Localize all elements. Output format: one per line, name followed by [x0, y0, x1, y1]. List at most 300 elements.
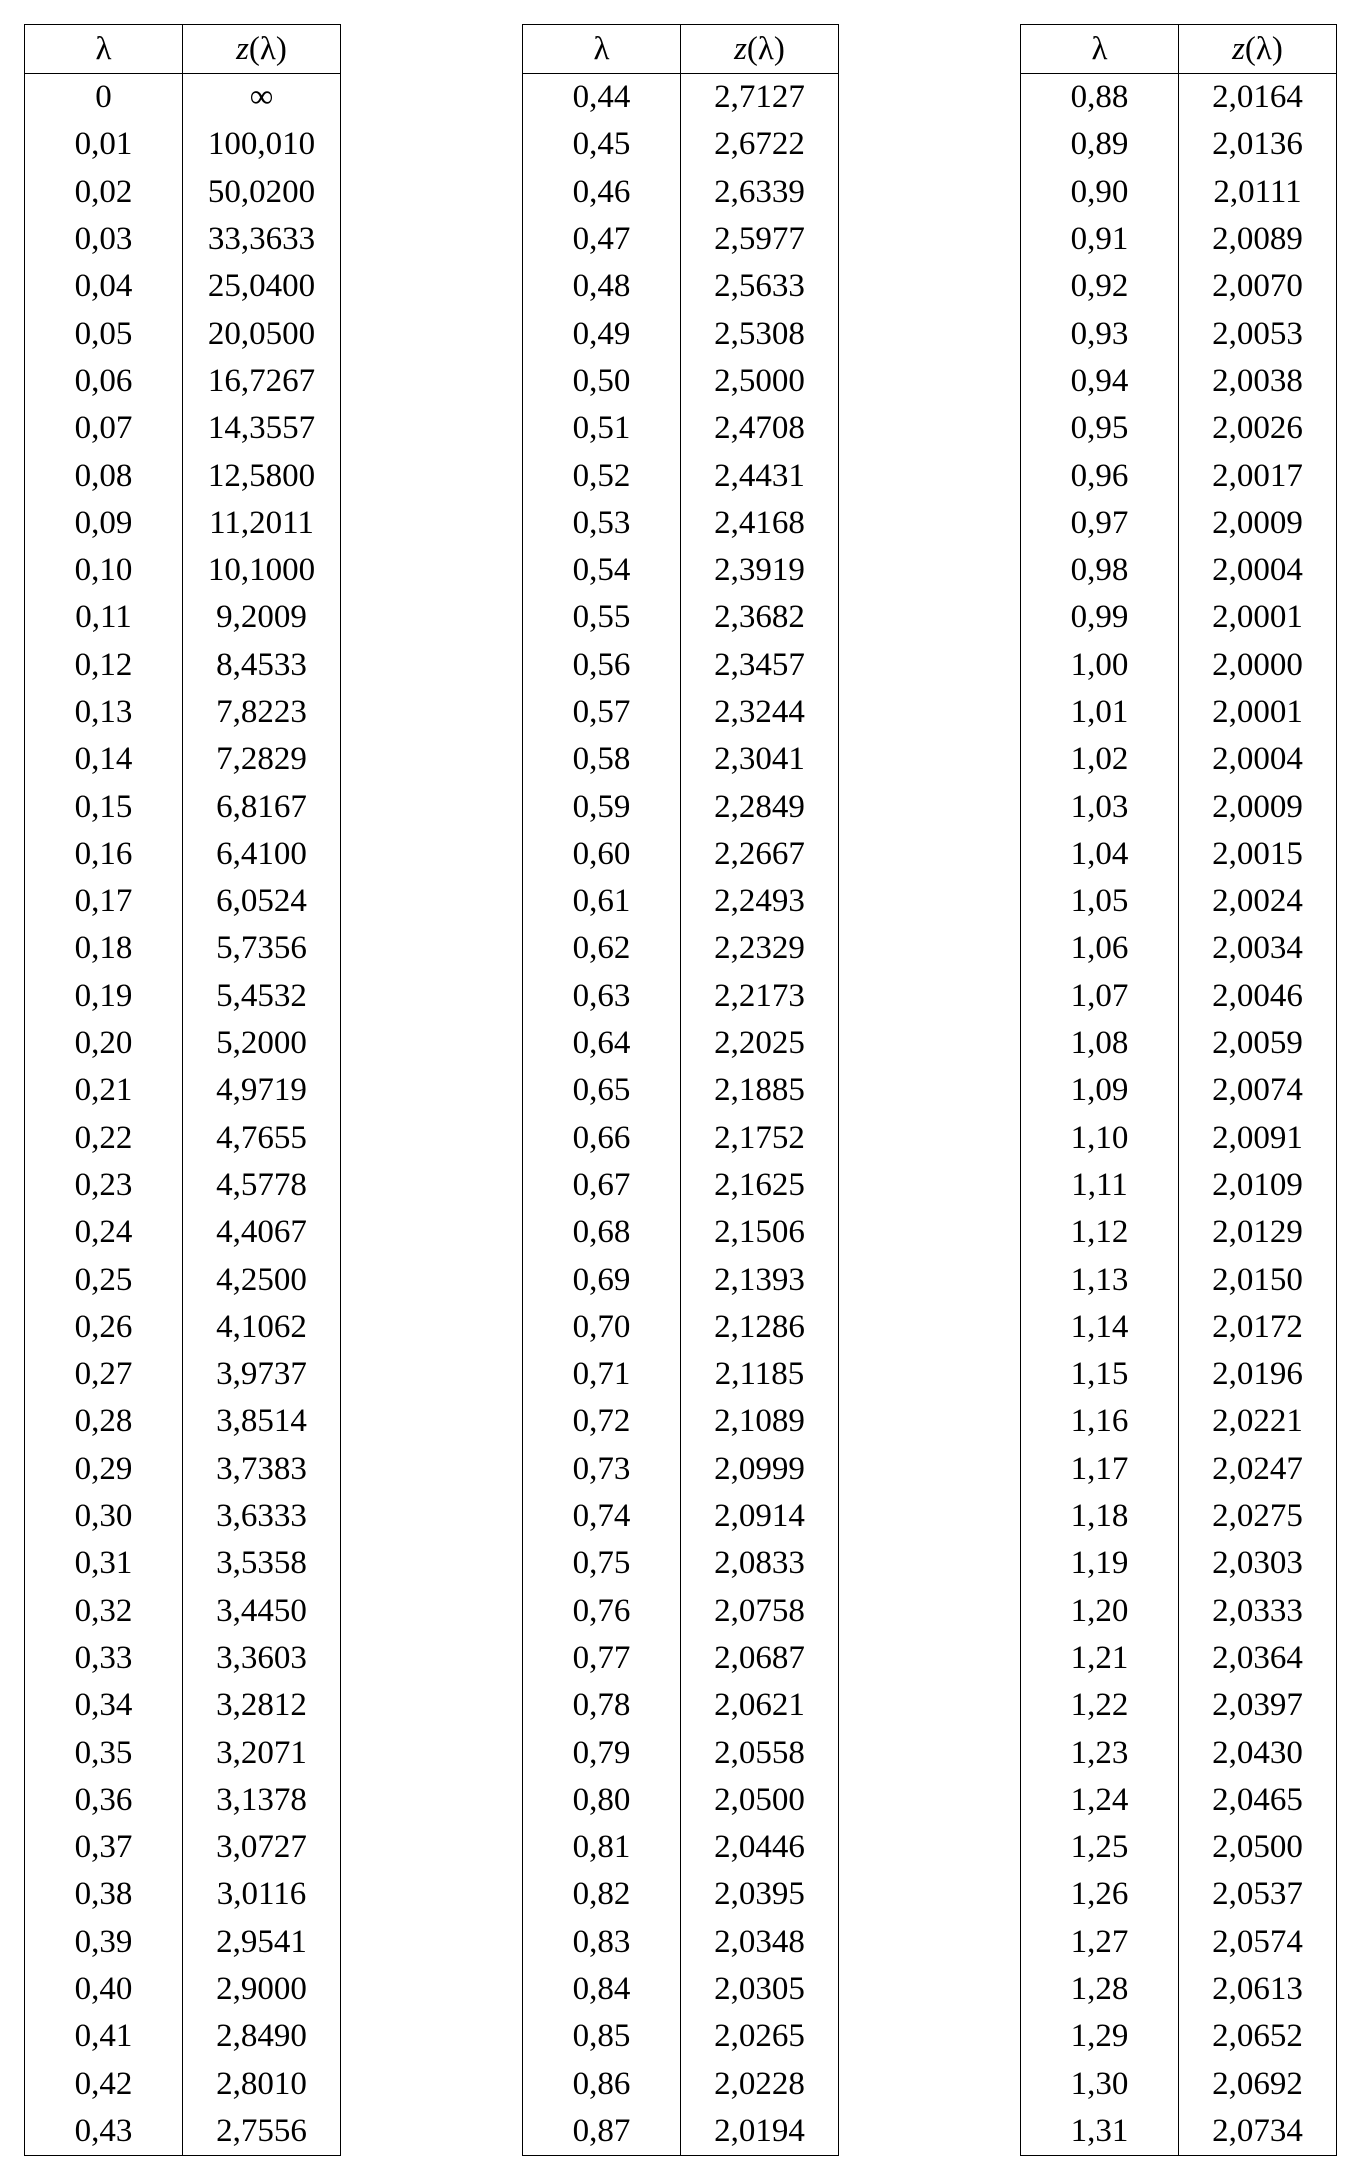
z-value-cell: 3,0116: [183, 1871, 341, 1918]
z-value-cell: 2,0129: [1179, 1209, 1337, 1256]
lambda-cell: 0,44: [523, 74, 681, 122]
table-row: [25, 1493, 341, 1540]
lambda-cell: 1,28: [1021, 1966, 1179, 2013]
lambda-cell: 1,03: [1021, 783, 1179, 830]
table-row: [523, 783, 839, 830]
table-row: [523, 878, 839, 925]
z-value-cell: 2,1625: [681, 1162, 839, 1209]
z-value-cell: 16,7267: [183, 358, 341, 405]
z-value-cell: 2,0734: [1179, 2108, 1337, 2156]
table-row: [523, 1304, 839, 1351]
lambda-cell: 0,56: [523, 642, 681, 689]
lambda-cell: 0,65: [523, 1067, 681, 1114]
lambda-cell: 0,55: [523, 594, 681, 641]
z-value-cell: 2,2849: [681, 783, 839, 830]
table-row: [1021, 405, 1337, 452]
lambda-cell: 0,67: [523, 1162, 681, 1209]
lambda-cell: 0,43: [25, 2108, 183, 2156]
table-row: [25, 1919, 341, 1966]
z-value-cell: 3,4450: [183, 1588, 341, 1635]
z-value-cell: 2,0038: [1179, 358, 1337, 405]
lambda-cell: 1,01: [1021, 689, 1179, 736]
lambda-cell: 0,73: [523, 1446, 681, 1493]
table-row: [523, 1398, 839, 1445]
lambda-cell: 0,39: [25, 1919, 183, 1966]
lambda-cell: 1,30: [1021, 2060, 1179, 2107]
lambda-cell: 1,00: [1021, 642, 1179, 689]
table-row: [523, 74, 839, 122]
table-row: [1021, 452, 1337, 499]
z-value-cell: 11,2011: [183, 500, 341, 547]
table-row: [523, 1162, 839, 1209]
table-row: [523, 689, 839, 736]
table-row: [523, 736, 839, 783]
table-row: [25, 831, 341, 878]
table-row: [523, 1635, 839, 1682]
table-row: [1021, 1351, 1337, 1398]
z-value-cell: ∞: [183, 74, 341, 122]
z-value-cell: 2,6722: [681, 121, 839, 168]
z-value-cell: 2,4431: [681, 452, 839, 499]
lambda-cell: 0,01: [25, 121, 183, 168]
z-value-cell: 2,0613: [1179, 1966, 1337, 2013]
table-row: [1021, 1398, 1337, 1445]
z-value-cell: 5,7356: [183, 925, 341, 972]
z-value-cell: 9,2009: [183, 594, 341, 641]
lambda-cell: 0,02: [25, 169, 183, 216]
z-value-cell: 2,0221: [1179, 1398, 1337, 1445]
z-value-cell: 2,7127: [681, 74, 839, 122]
z-value-cell: 3,2812: [183, 1682, 341, 1729]
z-value-cell: 4,2500: [183, 1256, 341, 1303]
table-row: [25, 783, 341, 830]
lambda-cell: 0,99: [1021, 594, 1179, 641]
lambda-cell: 0,96: [1021, 452, 1179, 499]
lambda-cell: 0,14: [25, 736, 183, 783]
table-row: [25, 878, 341, 925]
table-row: [1021, 925, 1337, 972]
z-value-cell: 2,0089: [1179, 216, 1337, 263]
table-row: [25, 547, 341, 594]
z-value-cell: 3,5358: [183, 1540, 341, 1587]
lambda-cell: 0,04: [25, 263, 183, 310]
z-value-cell: 2,0001: [1179, 594, 1337, 641]
lambda-cell: 0,79: [523, 1729, 681, 1776]
lambda-cell: 0,38: [25, 1871, 183, 1918]
lambda-cell: 0,26: [25, 1304, 183, 1351]
table-row: [523, 1351, 839, 1398]
table-header-row: [1021, 25, 1337, 74]
lambda-cell: 0,57: [523, 689, 681, 736]
table-row: [523, 358, 839, 405]
lambda-cell: 1,14: [1021, 1304, 1179, 1351]
lambda-cell: 0,36: [25, 1777, 183, 1824]
table-row: [523, 925, 839, 972]
table-row: [1021, 1256, 1337, 1303]
lambda-cell: 1,16: [1021, 1398, 1179, 1445]
lambda-cell: 0,84: [523, 1966, 681, 2013]
table-row: [1021, 642, 1337, 689]
lambda-cell: 1,20: [1021, 1588, 1179, 1635]
table-row: [1021, 878, 1337, 925]
table-row: [523, 1729, 839, 1776]
lambda-cell: 1,15: [1021, 1351, 1179, 1398]
table-row: [523, 1115, 839, 1162]
table-row: [523, 973, 839, 1020]
table-row: [523, 500, 839, 547]
table-row: [25, 1304, 341, 1351]
z-symbol: z: [1232, 30, 1245, 67]
z-value-cell: 4,1062: [183, 1304, 341, 1351]
table-row: [523, 1067, 839, 1114]
lambda-cell: 0,18: [25, 925, 183, 972]
lambda-cell: 0,90: [1021, 169, 1179, 216]
table-row: [523, 1871, 839, 1918]
z-value-cell: 100,010: [183, 121, 341, 168]
z-value-cell: 2,0275: [1179, 1493, 1337, 1540]
table-row: [1021, 1588, 1337, 1635]
lambda-cell: 1,18: [1021, 1493, 1179, 1540]
z-value-cell: 2,0558: [681, 1729, 839, 1776]
lambda-cell: 0,69: [523, 1256, 681, 1303]
lambda-cell: 1,17: [1021, 1446, 1179, 1493]
lambda-cell: 0,23: [25, 1162, 183, 1209]
z-value-cell: 2,6339: [681, 169, 839, 216]
lambda-cell: 0,91: [1021, 216, 1179, 263]
lambda-cell: 0,71: [523, 1351, 681, 1398]
z-argument: (λ): [248, 30, 287, 67]
lambda-cell: 1,09: [1021, 1067, 1179, 1114]
z-lambda-table-1: [24, 24, 341, 2156]
lambda-cell: 1,13: [1021, 1256, 1179, 1303]
table-row: [1021, 1729, 1337, 1776]
lambda-cell: 0,75: [523, 1540, 681, 1587]
lambda-cell: 0,46: [523, 169, 681, 216]
table-row: [25, 1256, 341, 1303]
z-value-cell: 2,7556: [183, 2108, 341, 2156]
lambda-cell: 0,19: [25, 973, 183, 1020]
lambda-cell: 0,64: [523, 1020, 681, 1067]
lambda-cell: 0,45: [523, 121, 681, 168]
lambda-cell: 0,17: [25, 878, 183, 925]
lambda-cell: 0,80: [523, 1777, 681, 1824]
table-row: [25, 405, 341, 452]
z-value-cell: 4,4067: [183, 1209, 341, 1256]
z-value-cell: 2,0009: [1179, 783, 1337, 830]
lambda-cell: 0,52: [523, 452, 681, 499]
z-value-cell: 33,3633: [183, 216, 341, 263]
lambda-cell: 0: [25, 74, 183, 122]
lambda-cell: 0,16: [25, 831, 183, 878]
z-symbol: z: [236, 30, 249, 67]
table-row: [1021, 2060, 1337, 2107]
z-value-cell: 2,0652: [1179, 2013, 1337, 2060]
z-value-cell: 2,0059: [1179, 1020, 1337, 1067]
z-value-cell: 2,8490: [183, 2013, 341, 2060]
z-value-cell: 2,9000: [183, 1966, 341, 2013]
z-value-cell: 2,0111: [1179, 169, 1337, 216]
lambda-cell: 1,22: [1021, 1682, 1179, 1729]
table-row: [523, 121, 839, 168]
lambda-cell: 0,25: [25, 1256, 183, 1303]
lambda-cell: 0,82: [523, 1871, 681, 1918]
z-value-cell: 2,0109: [1179, 1162, 1337, 1209]
z-column-header: [1179, 25, 1337, 74]
table-row: [25, 736, 341, 783]
table-row: [1021, 1824, 1337, 1871]
lambda-cell: 1,07: [1021, 973, 1179, 1020]
z-value-cell: 2,0196: [1179, 1351, 1337, 1398]
z-value-cell: 7,2829: [183, 736, 341, 783]
table-row: [523, 1256, 839, 1303]
table-row: [25, 1777, 341, 1824]
table-row: [1021, 973, 1337, 1020]
lambda-cell: 0,22: [25, 1115, 183, 1162]
z-value-cell: 2,0692: [1179, 2060, 1337, 2107]
z-value-cell: 2,1089: [681, 1398, 839, 1445]
table-row: [1021, 1067, 1337, 1114]
table-row: [1021, 2013, 1337, 2060]
z-value-cell: 2,0053: [1179, 310, 1337, 357]
z-value-cell: 2,2329: [681, 925, 839, 972]
lambda-cell: 0,24: [25, 1209, 183, 1256]
table-row: [25, 263, 341, 310]
lambda-cell: 0,61: [523, 878, 681, 925]
lambda-cell: 0,49: [523, 310, 681, 357]
z-value-cell: 2,0091: [1179, 1115, 1337, 1162]
lambda-cell: 0,28: [25, 1398, 183, 1445]
z-value-cell: 2,5308: [681, 310, 839, 357]
table-row: [25, 973, 341, 1020]
table-row: [1021, 1115, 1337, 1162]
z-value-cell: 2,3682: [681, 594, 839, 641]
z-value-cell: 2,0034: [1179, 925, 1337, 972]
table-row: [25, 216, 341, 263]
lambda-cell: 0,12: [25, 642, 183, 689]
table-row: [1021, 1635, 1337, 1682]
lambda-cell: 0,40: [25, 1966, 183, 2013]
table-row: [523, 1777, 839, 1824]
table-row: [1021, 594, 1337, 641]
z-value-cell: 2,0348: [681, 1919, 839, 1966]
table-row: [25, 452, 341, 499]
lambda-cell: 0,15: [25, 783, 183, 830]
table-row: [523, 405, 839, 452]
lambda-cell: 0,06: [25, 358, 183, 405]
lambda-cell: 1,08: [1021, 1020, 1179, 1067]
z-value-cell: 2,1885: [681, 1067, 839, 1114]
z-value-cell: 2,0247: [1179, 1446, 1337, 1493]
z-value-cell: 2,0026: [1179, 405, 1337, 452]
z-value-cell: 4,5778: [183, 1162, 341, 1209]
z-lambda-table-2: [522, 24, 839, 2156]
table-row: [25, 689, 341, 736]
lambda-cell: 0,48: [523, 263, 681, 310]
z-value-cell: 2,0017: [1179, 452, 1337, 499]
table-row: [523, 1493, 839, 1540]
z-argument: (λ): [1244, 30, 1283, 67]
table-row: [25, 1162, 341, 1209]
z-value-cell: 6,8167: [183, 783, 341, 830]
lambda-cell: 0,86: [523, 2060, 681, 2107]
z-value-cell: 2,2667: [681, 831, 839, 878]
lambda-cell: 0,33: [25, 1635, 183, 1682]
table-row: [1021, 831, 1337, 878]
lambda-cell: 0,51: [523, 405, 681, 452]
z-value-cell: 5,2000: [183, 1020, 341, 1067]
table-row: [1021, 1966, 1337, 2013]
table-row: [523, 1966, 839, 2013]
z-value-cell: 2,3244: [681, 689, 839, 736]
table-row: [1021, 1209, 1337, 1256]
z-value-cell: 2,0914: [681, 1493, 839, 1540]
table-row: [1021, 783, 1337, 830]
z-value-cell: 3,2071: [183, 1729, 341, 1776]
lambda-cell: 0,53: [523, 500, 681, 547]
table-row: [1021, 358, 1337, 405]
z-value-cell: 2,9541: [183, 1919, 341, 1966]
table-row: [25, 121, 341, 168]
table-row: [1021, 216, 1337, 263]
z-value-cell: 2,0194: [681, 2108, 839, 2156]
lambda-cell: 0,47: [523, 216, 681, 263]
z-lambda-table-3: [1020, 24, 1337, 2156]
z-value-cell: 2,0574: [1179, 1919, 1337, 1966]
z-value-cell: 2,0621: [681, 1682, 839, 1729]
table-row: [1021, 500, 1337, 547]
lambda-cell: 0,94: [1021, 358, 1179, 405]
table-row: [1021, 1304, 1337, 1351]
lambda-cell: 0,62: [523, 925, 681, 972]
z-value-cell: 2,1393: [681, 1256, 839, 1303]
z-value-cell: 3,8514: [183, 1398, 341, 1445]
table-row: [25, 642, 341, 689]
z-value-cell: 2,0364: [1179, 1635, 1337, 1682]
z-value-cell: 2,5000: [681, 358, 839, 405]
z-value-cell: 2,1286: [681, 1304, 839, 1351]
z-value-cell: 2,0001: [1179, 689, 1337, 736]
table-row: [25, 1588, 341, 1635]
lambda-cell: 0,66: [523, 1115, 681, 1162]
z-value-cell: 2,4168: [681, 500, 839, 547]
table-row: [25, 1729, 341, 1776]
table-row: [523, 263, 839, 310]
table-row: [25, 1446, 341, 1493]
table-row: [25, 1966, 341, 2013]
z-value-cell: 4,7655: [183, 1115, 341, 1162]
lambda-cell: 0,05: [25, 310, 183, 357]
z-value-cell: 2,5633: [681, 263, 839, 310]
lambda-cell: 1,29: [1021, 2013, 1179, 2060]
table-header-row: [523, 25, 839, 74]
z-value-cell: 3,0727: [183, 1824, 341, 1871]
z-value-cell: 2,2173: [681, 973, 839, 1020]
table-row: [25, 74, 341, 122]
lambda-cell: 0,54: [523, 547, 681, 594]
table-row: [523, 2108, 839, 2156]
lambda-cell: 0,50: [523, 358, 681, 405]
z-argument: (λ): [746, 30, 785, 67]
table-row: [523, 310, 839, 357]
lambda-cell: 0,95: [1021, 405, 1179, 452]
z-value-cell: 3,3603: [183, 1635, 341, 1682]
lambda-column-header: λ: [1021, 25, 1179, 74]
lambda-cell: 0,13: [25, 689, 183, 736]
table-row: [523, 1919, 839, 1966]
table-row: [523, 1020, 839, 1067]
z-value-cell: 2,3457: [681, 642, 839, 689]
lambda-cell: 0,11: [25, 594, 183, 641]
lambda-cell: 0,03: [25, 216, 183, 263]
table-row: [25, 1067, 341, 1114]
lambda-cell: 0,89: [1021, 121, 1179, 168]
table-row: [1021, 1493, 1337, 1540]
z-symbol: z: [734, 30, 747, 67]
table-row: [1021, 121, 1337, 168]
z-value-cell: 2,0758: [681, 1588, 839, 1635]
lambda-cell: 0,32: [25, 1588, 183, 1635]
table-row: [1021, 310, 1337, 357]
lambda-cell: 0,63: [523, 973, 681, 1020]
z-value-cell: 2,0303: [1179, 1540, 1337, 1587]
z-value-cell: 2,0000: [1179, 642, 1337, 689]
z-value-cell: 2,0172: [1179, 1304, 1337, 1351]
table-row: [1021, 1919, 1337, 1966]
lambda-cell: 0,41: [25, 2013, 183, 2060]
z-value-cell: 20,0500: [183, 310, 341, 357]
table-row: [523, 831, 839, 878]
lambda-cell: 0,83: [523, 1919, 681, 1966]
lambda-cell: 1,26: [1021, 1871, 1179, 1918]
table-row: [25, 594, 341, 641]
lambda-cell: 0,97: [1021, 500, 1179, 547]
lambda-cell: 1,02: [1021, 736, 1179, 783]
z-value-cell: 2,0446: [681, 1824, 839, 1871]
lambda-cell: 1,04: [1021, 831, 1179, 878]
z-column-header: [681, 25, 839, 74]
table-row: [1021, 736, 1337, 783]
z-value-cell: 2,0004: [1179, 547, 1337, 594]
table-row: [1021, 263, 1337, 310]
table-row: [523, 1682, 839, 1729]
table-row: [25, 1540, 341, 1587]
table-row: [25, 1115, 341, 1162]
table-row: [25, 169, 341, 216]
z-value-cell: 12,5800: [183, 452, 341, 499]
lambda-cell: 1,21: [1021, 1635, 1179, 1682]
table-row: [523, 2013, 839, 2060]
table-row: [25, 358, 341, 405]
lambda-cell: 1,25: [1021, 1824, 1179, 1871]
lambda-cell: 1,23: [1021, 1729, 1179, 1776]
table-row: [1021, 169, 1337, 216]
z-value-cell: 6,4100: [183, 831, 341, 878]
z-value-cell: 2,0430: [1179, 1729, 1337, 1776]
lambda-cell: 0,30: [25, 1493, 183, 1540]
z-value-cell: 2,0833: [681, 1540, 839, 1587]
lambda-cell: 0,81: [523, 1824, 681, 1871]
table-row: [25, 500, 341, 547]
lambda-cell: 0,72: [523, 1398, 681, 1445]
z-value-cell: 2,0228: [681, 2060, 839, 2107]
table-row: [1021, 1682, 1337, 1729]
z-value-cell: 2,0009: [1179, 500, 1337, 547]
z-value-cell: 5,4532: [183, 973, 341, 1020]
z-value-cell: 14,3557: [183, 405, 341, 452]
table-row: [523, 547, 839, 594]
table-row: [1021, 1020, 1337, 1067]
z-value-cell: 2,1752: [681, 1115, 839, 1162]
